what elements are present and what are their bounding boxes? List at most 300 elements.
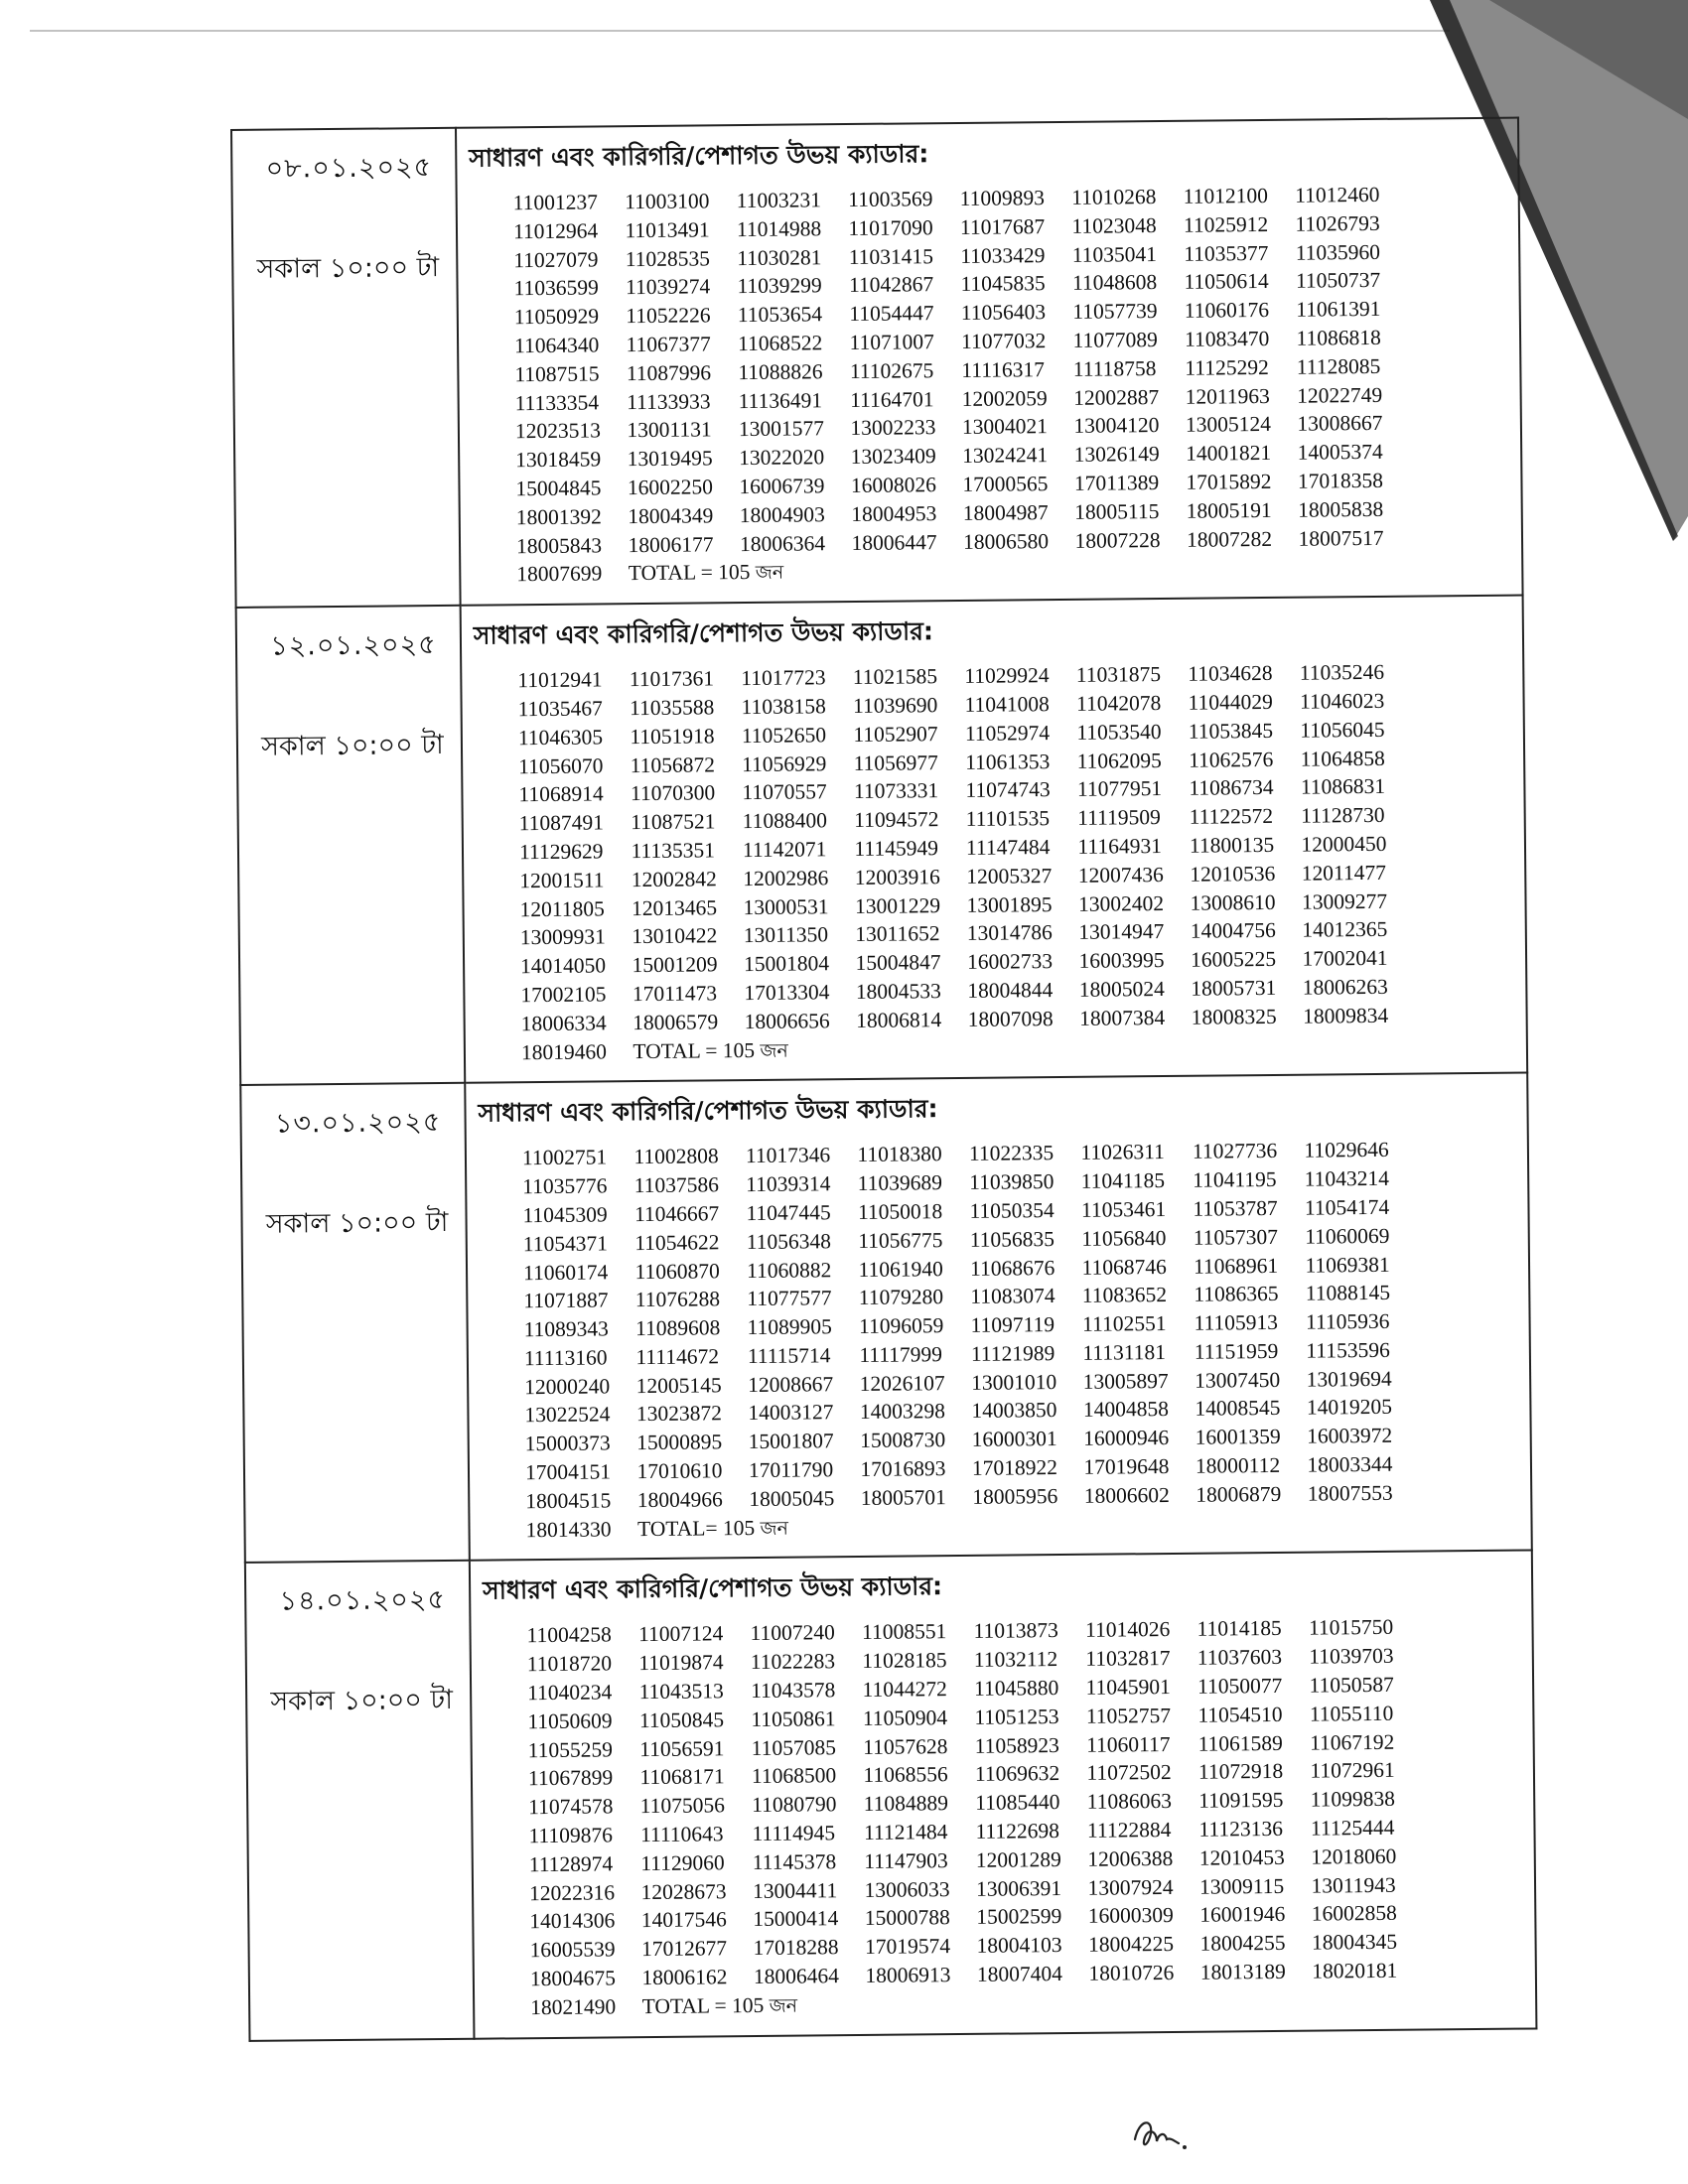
roll-number: 13001895	[966, 891, 1053, 917]
roll-number: 16000309	[1087, 1903, 1174, 1929]
roll-number: 11048608	[1071, 270, 1158, 296]
roll-number: 17018358	[1297, 468, 1384, 493]
roll-number: 12002986	[743, 865, 829, 890]
roll-number: 11057628	[863, 1733, 948, 1759]
roll-number: 11037586	[633, 1172, 720, 1198]
total-label: TOTAL = 105	[633, 1037, 756, 1063]
roll-number: 18004103	[976, 1933, 1062, 1959]
roll-number: 14005374	[1297, 440, 1383, 465]
roll-number: 12022749	[1297, 382, 1383, 408]
roll-number: 13009115	[1198, 1873, 1285, 1899]
roll-number: 16003972	[1307, 1424, 1393, 1448]
roll-number: 13002402	[1077, 890, 1165, 916]
roll-number: 11061940	[858, 1256, 943, 1282]
roll-number: 11039689	[857, 1170, 943, 1196]
roll-number: 11050904	[862, 1706, 948, 1730]
roll-number: 11068961	[1193, 1253, 1279, 1279]
roll-number: 14014050	[519, 953, 607, 979]
roll-number: 11053540	[1076, 719, 1162, 745]
roll-number: 18006814	[856, 1007, 942, 1032]
roll-number: 11087491	[518, 810, 605, 836]
roll-number: 11029646	[1304, 1138, 1389, 1162]
roll-number: 18004345	[1311, 1930, 1398, 1955]
roll-number: 11121484	[863, 1820, 948, 1845]
roll-number: 11025912	[1183, 211, 1269, 237]
roll-number: 15004847	[855, 950, 941, 976]
roll-number: 18006334	[520, 1011, 607, 1035]
roll-number: 11045880	[973, 1676, 1059, 1701]
roll-number: 13001010	[971, 1369, 1057, 1395]
roll-number: 16002858	[1311, 1901, 1397, 1927]
roll-number: 11102675	[849, 357, 934, 383]
roll-number: 11041195	[1193, 1167, 1277, 1192]
roll-number: 11089343	[523, 1316, 609, 1342]
roll-number: 11054510	[1197, 1702, 1283, 1727]
roll-number: 11052907	[853, 721, 938, 747]
total-unit: জন	[755, 562, 784, 585]
roll-number: 18005024	[1078, 976, 1165, 1002]
roll-number: 11045835	[960, 271, 1046, 297]
roll-number: 18005731	[1191, 975, 1277, 1001]
roll-number: 11056403	[960, 300, 1047, 326]
roll-number: 17002105	[520, 982, 607, 1008]
roll-number: 17011473	[632, 981, 718, 1007]
roll-number: 13011943	[1311, 1872, 1396, 1898]
roll-number: 16005225	[1190, 947, 1277, 972]
roll-number: 11118758	[1072, 355, 1157, 381]
roll-number: 11035776	[522, 1173, 608, 1199]
roll-number: 11113160	[523, 1345, 608, 1371]
roll-number: 11067899	[527, 1765, 614, 1791]
roll-number: 11077032	[960, 329, 1047, 353]
roll-number: 11069632	[974, 1761, 1060, 1787]
session-content-cell	[470, 1551, 1537, 2038]
roll-number: 12018060	[1311, 1843, 1397, 1869]
roll-number: 12022316	[528, 1880, 616, 1905]
roll-number: 11064858	[1300, 746, 1385, 771]
roll-number: 13019694	[1306, 1366, 1392, 1392]
roll-number-list	[483, 1613, 1424, 2023]
roll-number: 13010422	[632, 923, 718, 949]
roll-number: 11047445	[746, 1200, 831, 1225]
roll-number: 11050077	[1196, 1673, 1283, 1699]
roll-number: 11060069	[1305, 1223, 1390, 1249]
roll-number: 11088400	[742, 808, 828, 834]
roll-number: 11044272	[862, 1677, 947, 1703]
roll-number: 11026793	[1295, 210, 1380, 236]
roll-number: 15000373	[524, 1431, 611, 1456]
roll-number: 11017723	[741, 665, 826, 691]
roll-number: 18008325	[1191, 1004, 1277, 1029]
roll-number: 11083470	[1184, 326, 1270, 351]
roll-number: 18007384	[1079, 1005, 1166, 1030]
roll-number: 15000895	[636, 1430, 723, 1455]
roll-number: 11099838	[1310, 1787, 1396, 1812]
cadre-heading: সাধারণ এবং কারিগরি/পেশাগত উভয় ক্যাডার:	[473, 616, 934, 650]
roll-number: 11054447	[849, 301, 934, 327]
roll-number: 11164701	[850, 386, 934, 412]
roll-number: 15000414	[753, 1906, 839, 1932]
roll-number: 16002250	[627, 475, 714, 500]
total-unit: জন	[760, 1517, 788, 1540]
roll-number: 11050845	[638, 1707, 725, 1732]
roll-number: 11056929	[742, 751, 827, 776]
session-date-cell	[240, 1083, 470, 1563]
roll-number: 11041008	[964, 692, 1050, 717]
roll-number: 11042867	[848, 272, 934, 298]
roll-number: 17012677	[641, 1936, 728, 1962]
roll-number: 11056591	[639, 1735, 725, 1761]
roll-number: 13004120	[1073, 413, 1160, 439]
roll-number: 18006913	[865, 1963, 951, 1987]
session-time: সকাল ১০:০০ টা	[260, 730, 444, 762]
roll-number-list	[479, 1136, 1420, 1546]
roll-number: 16002733	[966, 949, 1054, 975]
roll-number: 11142071	[742, 837, 827, 863]
roll-number: 11050587	[1309, 1672, 1394, 1698]
roll-number: 12028673	[640, 1878, 727, 1904]
roll-number: 18005843	[515, 532, 603, 558]
roll-number: 11067192	[1310, 1729, 1395, 1755]
roll-number: 11086831	[1300, 774, 1386, 800]
roll-number: 11136491	[738, 387, 823, 413]
roll-number: 18006579	[633, 1010, 719, 1034]
roll-number: 11129629	[518, 839, 604, 865]
session-date-cell	[231, 128, 461, 608]
roll-number: 13009931	[519, 924, 606, 950]
roll-number: 11046305	[517, 725, 604, 750]
roll-number: 18004987	[962, 499, 1049, 525]
roll-number: 11045901	[1085, 1675, 1171, 1700]
roll-number: 11097119	[970, 1312, 1055, 1337]
roll-number: 11039299	[737, 273, 822, 299]
roll-number: 18010726	[1088, 1960, 1175, 1985]
roll-number: 11043578	[751, 1678, 836, 1704]
roll-number: 18001392	[515, 504, 602, 530]
roll-number: 12010453	[1198, 1844, 1285, 1870]
roll-number: 18006464	[753, 1964, 840, 1989]
roll-number: 11012100	[1183, 183, 1269, 208]
roll-number: 13008667	[1297, 411, 1383, 437]
roll-number: 11053654	[737, 302, 823, 328]
roll-number: 13023872	[635, 1401, 723, 1427]
roll-number: 18004255	[1199, 1931, 1286, 1956]
roll-number: 11087515	[514, 361, 600, 387]
roll-number: 12005327	[966, 863, 1053, 888]
roll-number: 18004349	[628, 503, 714, 528]
roll-number: 11044029	[1188, 689, 1273, 715]
roll-number: 11105913	[1194, 1310, 1279, 1335]
roll-number: 11039314	[746, 1171, 831, 1197]
roll-number: 15008730	[860, 1428, 946, 1453]
roll-number: 17019648	[1083, 1454, 1170, 1479]
total-unit: জন	[769, 1994, 798, 2017]
roll-number: 12005145	[635, 1372, 722, 1398]
roll-number: 11040234	[527, 1680, 613, 1706]
roll-number: 13005897	[1082, 1368, 1169, 1394]
roll-number: 12000240	[524, 1374, 611, 1399]
roll-number: 17010610	[636, 1458, 723, 1484]
roll-number: 18006656	[744, 1008, 830, 1033]
roll-number: 11043513	[638, 1679, 724, 1705]
roll-number: 11060176	[1184, 298, 1270, 323]
roll-number: 11129060	[640, 1850, 725, 1875]
roll-number: 13008610	[1190, 889, 1276, 915]
roll-number: 18005045	[749, 1486, 835, 1511]
roll-number: 15000788	[864, 1905, 950, 1931]
total-unit: জন	[760, 1039, 788, 1062]
roll-number: 11128730	[1301, 803, 1385, 828]
roll-number: 11033429	[960, 242, 1046, 268]
roll-number: 16001359	[1195, 1425, 1281, 1450]
roll-number: 11055259	[527, 1737, 614, 1762]
session-content-cell	[465, 1073, 1532, 1561]
roll-number: 18006879	[1196, 1481, 1282, 1507]
roll-number: 12011963	[1185, 383, 1270, 409]
roll-number: 17011790	[748, 1457, 834, 1483]
roll-number: 11128974	[528, 1851, 614, 1877]
roll-number: 17015892	[1186, 469, 1272, 494]
roll-number: 12002887	[1073, 384, 1160, 410]
roll-number: 18006447	[851, 529, 937, 555]
roll-number: 11072961	[1310, 1758, 1395, 1784]
total-label: TOTAL = 105	[641, 1992, 765, 2018]
roll-number: 11121989	[970, 1340, 1055, 1366]
roll-number: 11073331	[853, 778, 939, 804]
roll-number: 11094572	[854, 807, 939, 833]
roll-number: 18007699	[516, 561, 603, 587]
roll-number: 11057307	[1193, 1224, 1279, 1250]
roll-number: 11032112	[973, 1647, 1058, 1673]
roll-number: 11057085	[751, 1734, 836, 1760]
roll-number: 11056045	[1300, 717, 1385, 743]
roll-number: 11055110	[1309, 1701, 1394, 1726]
session-date: ১৩.০১.২০২৫	[274, 1107, 442, 1140]
roll-number: 11053787	[1193, 1195, 1278, 1221]
roll-number: 18006364	[739, 530, 826, 556]
roll-number: 11089608	[635, 1315, 721, 1341]
roll-number: 17018288	[753, 1935, 839, 1961]
roll-number: 11035467	[517, 696, 603, 722]
roll-number: 11061391	[1296, 297, 1381, 322]
roll-number: 11046023	[1299, 688, 1385, 714]
roll-number: 16000301	[971, 1427, 1057, 1452]
roll-number: 13000531	[743, 893, 829, 919]
roll-number: 11077577	[747, 1286, 832, 1311]
roll-number: 11109876	[528, 1823, 614, 1848]
roll-number: 11062576	[1189, 747, 1274, 772]
roll-number: 11064340	[513, 333, 600, 358]
roll-number: 11069381	[1305, 1252, 1390, 1278]
session-date-cell	[245, 1561, 475, 2040]
session-date: ০৮.০১.২০২৫	[265, 152, 433, 185]
roll-number: 11087996	[626, 360, 712, 385]
roll-number: 18007517	[1298, 525, 1384, 551]
roll-number: 11083074	[970, 1284, 1055, 1309]
roll-number: 12011477	[1301, 860, 1387, 886]
roll-number: 11014988	[736, 216, 822, 241]
roll-number: 11039690	[852, 693, 938, 718]
roll-number: 14017546	[640, 1907, 727, 1933]
roll-number: 11056348	[746, 1228, 832, 1254]
roll-number: 11105936	[1305, 1308, 1390, 1334]
roll-number: 11038158	[741, 694, 826, 720]
session-date: ১২.০১.২০২৫	[270, 629, 437, 662]
roll-number: 11052974	[964, 720, 1051, 746]
roll-number: 11014185	[1196, 1616, 1282, 1642]
session-date-cell	[236, 606, 466, 1085]
roll-number: 15004845	[515, 476, 602, 501]
roll-number: 13006391	[975, 1875, 1062, 1901]
roll-number: 18007228	[1074, 527, 1161, 553]
roll-number: 11068676	[969, 1255, 1055, 1281]
roll-number: 11151959	[1194, 1338, 1279, 1364]
roll-number: 18004966	[636, 1487, 723, 1513]
roll-number: 14012365	[1302, 917, 1388, 943]
roll-number: 11056840	[1081, 1225, 1167, 1251]
roll-number: 11001237	[512, 190, 599, 215]
roll-number: 13002233	[850, 415, 936, 441]
roll-number: 16000946	[1083, 1426, 1170, 1451]
roll-number: 11045309	[522, 1202, 608, 1228]
roll-number: 11004258	[526, 1622, 612, 1648]
roll-number: 14014306	[529, 1908, 616, 1934]
roll-number: 12006388	[1087, 1845, 1174, 1871]
roll-number: 16005539	[529, 1937, 616, 1963]
roll-number: 18006162	[641, 1965, 728, 1990]
roll-number: 11012460	[1295, 182, 1380, 207]
roll-number: 11122572	[1189, 804, 1274, 829]
roll-number: 18004844	[967, 978, 1054, 1003]
total-label: TOTAL= 105	[636, 1515, 756, 1541]
session-row	[236, 596, 1528, 1086]
total-count	[642, 1988, 1040, 2022]
roll-number: 11056775	[858, 1227, 943, 1253]
roll-number: 11008551	[861, 1619, 947, 1645]
roll-number: 18005191	[1186, 497, 1272, 523]
roll-number: 11074743	[965, 777, 1051, 803]
session-time: সকাল ১০:০০ টা	[265, 1207, 449, 1241]
session-content-cell	[461, 596, 1528, 1083]
roll-number: 16008026	[850, 473, 937, 497]
roll-number: 14001821	[1186, 441, 1272, 466]
roll-number: 11070300	[630, 780, 716, 806]
roll-number: 11017346	[745, 1143, 831, 1168]
roll-number: 12013465	[631, 894, 718, 920]
roll-number: 15001807	[748, 1429, 834, 1454]
roll-number: 18004533	[855, 979, 941, 1004]
roll-number: 11046667	[633, 1201, 720, 1227]
session-date: ১৪.০১.২০২৫	[279, 1584, 447, 1618]
roll-number: 11102551	[1081, 1311, 1167, 1336]
roll-number: 11085440	[975, 1790, 1060, 1816]
roll-number: 12023513	[514, 418, 602, 444]
exam-schedule-table	[230, 117, 1537, 2042]
roll-number: 14008545	[1195, 1396, 1281, 1422]
roll-number: 11128085	[1296, 353, 1381, 379]
schedule-body	[231, 118, 1536, 2041]
roll-number: 11123136	[1198, 1816, 1284, 1842]
roll-number: 11072918	[1197, 1759, 1284, 1785]
roll-number: 11017361	[629, 666, 715, 692]
roll-number: 11015750	[1308, 1615, 1394, 1641]
session-row	[240, 1073, 1532, 1564]
roll-number: 11071007	[849, 330, 934, 355]
roll-number: 12000450	[1301, 831, 1387, 857]
roll-number: 11050929	[513, 304, 600, 330]
roll-number: 13007924	[1087, 1874, 1174, 1900]
roll-number: 11002808	[633, 1144, 719, 1169]
roll-number: 11117999	[859, 1342, 943, 1367]
roll-number: 11036599	[513, 275, 599, 301]
roll-number: 11060870	[634, 1258, 720, 1284]
roll-number: 11030281	[737, 244, 822, 270]
roll-number: 11101535	[965, 806, 1051, 832]
roll-number: 11075056	[639, 1793, 726, 1819]
roll-number: 13007450	[1195, 1367, 1281, 1393]
roll-number: 17004151	[524, 1459, 612, 1485]
roll-number: 11039850	[969, 1169, 1055, 1195]
roll-number: 18006602	[1083, 1482, 1170, 1508]
roll-number: 11071887	[523, 1288, 609, 1313]
roll-number: 11029924	[964, 663, 1050, 689]
roll-number: 13023409	[850, 444, 936, 470]
roll-number: 18014330	[525, 1517, 612, 1542]
roll-number: 11050861	[751, 1706, 836, 1731]
roll-number: 18004675	[529, 1966, 617, 1991]
roll-number: 11035041	[1071, 241, 1158, 267]
roll-number: 11086365	[1194, 1282, 1279, 1307]
roll-number: 18006580	[962, 528, 1050, 554]
roll-number: 11026311	[1080, 1140, 1165, 1165]
roll-number: 13004411	[752, 1877, 838, 1903]
roll-number: 11086734	[1189, 775, 1274, 801]
roll-number: 11050737	[1295, 268, 1381, 294]
roll-number: 17019574	[864, 1934, 951, 1960]
roll-number: 11035588	[630, 695, 715, 721]
roll-number: 11084889	[863, 1791, 949, 1817]
roll-number: 13014786	[966, 920, 1053, 946]
roll-number: 11003569	[848, 187, 933, 212]
total-count	[637, 1511, 1035, 1545]
roll-number-list	[470, 181, 1411, 591]
roll-number: 17011389	[1073, 471, 1160, 495]
roll-number: 11053461	[1080, 1196, 1167, 1222]
roll-number: 17002041	[1302, 945, 1388, 971]
roll-number: 11050018	[857, 1199, 943, 1224]
session-row	[245, 1551, 1537, 2041]
roll-number: 12002842	[631, 867, 717, 891]
roll-number: 12001289	[975, 1846, 1061, 1872]
roll-number: 18013189	[1199, 1959, 1286, 1984]
roll-number: 11114945	[752, 1821, 836, 1846]
roll-number: 17018922	[971, 1455, 1058, 1480]
roll-number: 18007404	[976, 1962, 1062, 1986]
roll-number: 13011350	[743, 922, 829, 948]
total-label: TOTAL = 105	[628, 560, 751, 586]
roll-number: 16006739	[739, 474, 825, 499]
roll-number: 11051253	[974, 1704, 1059, 1729]
roll-number: 11125292	[1185, 354, 1269, 380]
roll-number: 11133933	[627, 388, 711, 414]
roll-number: 11035246	[1299, 660, 1385, 685]
roll-number: 11088826	[738, 359, 823, 384]
roll-number: 11068746	[1081, 1254, 1167, 1280]
roll-number: 11019874	[638, 1650, 724, 1676]
roll-number: 18007553	[1307, 1480, 1393, 1506]
roll-number: 12011805	[519, 895, 605, 921]
roll-number: 13004021	[961, 414, 1049, 440]
